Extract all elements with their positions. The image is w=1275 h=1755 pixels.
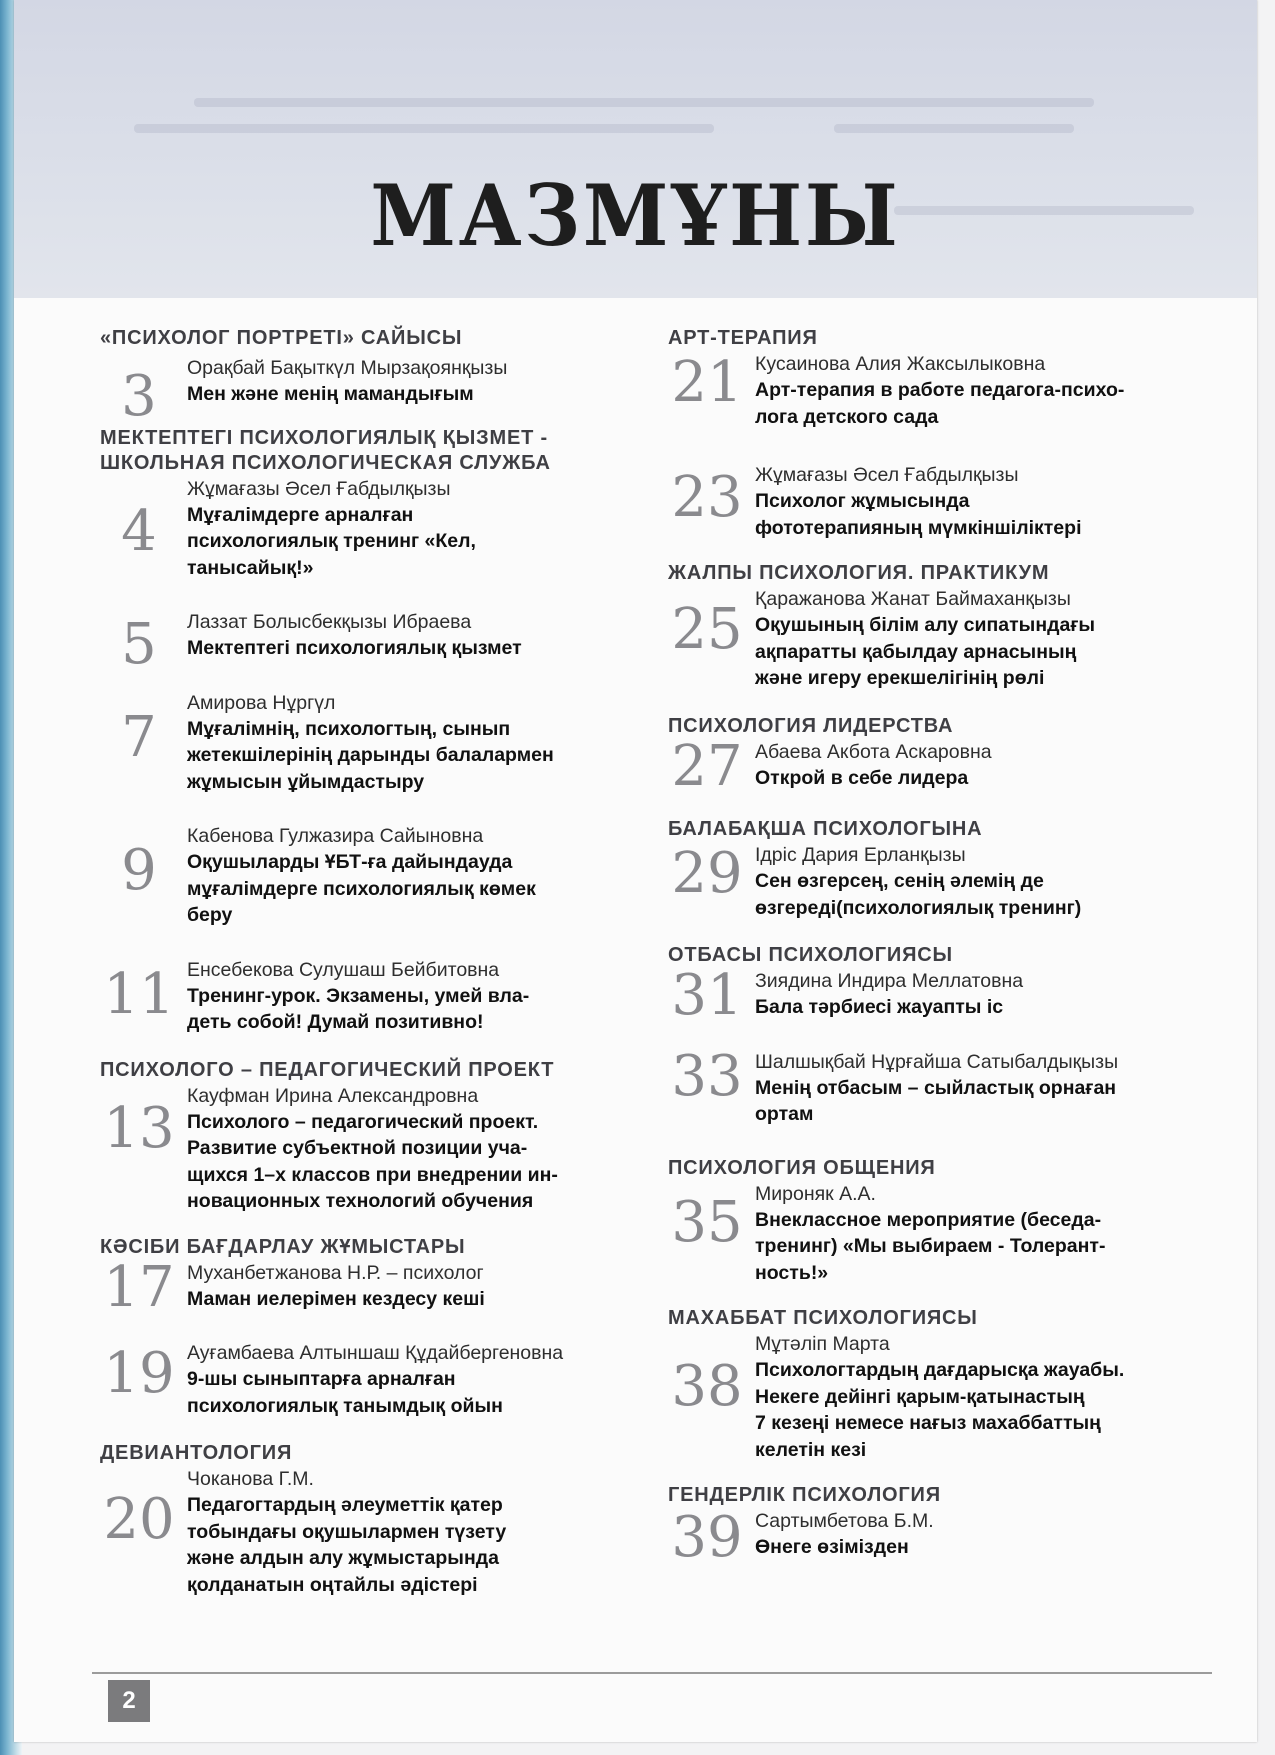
toc-right-column	[668, 326, 1228, 1570]
page-number: 13	[103, 1095, 175, 1161]
toc-entry	[100, 690, 640, 796]
toc-entry	[668, 1505, 1228, 1570]
toc-section	[668, 1306, 1228, 1463]
toc-section	[100, 426, 640, 1036]
toc-entry	[100, 609, 640, 677]
toc-entry	[100, 1340, 640, 1419]
entry-author: Кабенова Гулжазира Сайыновна	[187, 825, 484, 847]
page-number: 3	[121, 364, 157, 429]
entry-author: Енсебекова Сулушаш Бейбитовна	[187, 958, 500, 981]
page-number: 27	[671, 733, 743, 799]
section-heading: ГЕНДЕРЛІК ПСИХОЛОГИЯ	[668, 1484, 941, 1506]
entry-author: Абаева Акбота Аскаровна	[755, 740, 992, 763]
toc-entry	[668, 351, 1228, 430]
section-heading: ПСИХОЛОГИЯ ЛИДЕРСТВА	[668, 714, 954, 737]
toc-section	[100, 1235, 640, 1420]
page-number: 31	[671, 963, 743, 1028]
entry-author: Лаззат Болысбекқызы Ибраева	[187, 611, 472, 633]
section-heading: МАХАББАТ ПСИХОЛОГИЯСЫ	[668, 1307, 978, 1329]
entry-title[interactable]: Бала тәрбиесі жауапты іс	[755, 996, 1004, 1018]
page-number-badge: 2	[108, 1680, 150, 1722]
toc-entry	[668, 842, 1228, 921]
toc-section	[100, 1441, 640, 1598]
section-heading: ПСИХОЛОГО – ПЕДАГОГИЧЕСКИЙ ПРОЕКТ	[100, 1058, 555, 1081]
entry-title[interactable]: Мұғалімдерге арналған психологиялық тренинг «Кел, танысайық!»	[187, 503, 476, 579]
toc-entry	[100, 355, 640, 429]
entry-title[interactable]: 9-шы сыныптарға арналған психологиялық танымдық ойын	[187, 1368, 503, 1417]
section-heading: ЖАЛПЫ ПСИХОЛОГИЯ. ПРАКТИКУМ	[668, 562, 1050, 584]
page-number: 23	[671, 465, 743, 530]
entry-title[interactable]: Внеклассное мероприятие (беседа- тренинг) «Мы выбираем - Толерант- ность!»	[755, 1208, 1106, 1284]
entry-author: Жұмағазы Әсел Ғабдылқызы	[755, 464, 1019, 486]
entry-author: Зиядина Индира Меллатовна	[755, 970, 1024, 992]
page-number: 29	[671, 841, 743, 906]
entry-title[interactable]: Оқушының білім алу сипатындағы ақпаратты қабылдау арнасының және игеру ерекшелігінің рөлі	[755, 614, 1096, 689]
page-number: 35	[671, 1189, 743, 1255]
entry-author: Муханбетжанова Н.Р. – психолог	[187, 1261, 484, 1284]
toc-entry	[668, 586, 1228, 692]
section-heading: БАЛАБАҚША ПСИХОЛОГЫНА	[668, 818, 983, 840]
entry-author: Мұтәліп Марта	[755, 1333, 890, 1355]
toc-entry	[100, 1083, 640, 1215]
entry-title[interactable]: Мектептегі психологиялық қызмет	[187, 637, 522, 659]
toc-section	[668, 1483, 1228, 1570]
page-number: 21	[671, 350, 743, 415]
entry-author: Қаражанова Жанат Баймаханқызы	[755, 588, 1071, 610]
page-number: 19	[103, 1341, 175, 1406]
toc-section	[100, 1058, 640, 1215]
page-number: 5	[121, 612, 157, 677]
entry-author: Жұмағазы Әсел Ғабдылқызы	[187, 477, 451, 500]
page-number: 20	[103, 1487, 175, 1552]
entry-title[interactable]: Маман иелерімен кездесу кеші	[187, 1287, 485, 1310]
section-heading: КӘСІБИ БАҒДАРЛАУ ЖҰМЫСТАРЫ	[100, 1235, 466, 1258]
toc-section	[100, 326, 640, 429]
page-number: 25	[671, 597, 743, 662]
page-number: 33	[671, 1043, 743, 1109]
toc-section	[668, 714, 1228, 799]
entry-author: Ідріс Дария Ерланқызы	[755, 844, 966, 866]
entry-author: Кауфман Ирина Александровна	[187, 1084, 479, 1107]
page-number: 4	[121, 498, 157, 564]
entry-author: Чоканова Г.М.	[187, 1468, 314, 1490]
page-number: 39	[671, 1505, 743, 1570]
toc-entry	[668, 963, 1228, 1028]
toc-section	[668, 561, 1228, 692]
entry-author: Мироняк А.А.	[755, 1182, 876, 1205]
footer-rule	[92, 1672, 1212, 1674]
toc-entry	[100, 1254, 640, 1320]
entry-author: Орақбай Бақыткүл Мырзақоянқызы	[187, 357, 508, 379]
page-number: 7	[121, 704, 157, 770]
section-heading: АРТ-ТЕРАПИЯ	[668, 327, 818, 349]
toc-entry	[100, 1466, 640, 1598]
entry-title[interactable]: Өнеге өзімізден	[755, 1536, 909, 1558]
toc-section	[668, 326, 1228, 541]
section-heading: МЕКТЕПТЕГІ ПСИХОЛОГИЯЛЫҚ ҚЫЗМЕТ - ШКОЛЬНАЯ ПСИХОЛОГИЧЕСКАЯ СЛУЖБА	[100, 426, 551, 474]
section-heading: «ПСИХОЛОГ ПОРТРЕТІ» САЙЫСЫ	[100, 327, 463, 349]
section-heading: ДЕВИАНТОЛОГИЯ	[100, 1442, 293, 1464]
toc-entry	[668, 1331, 1228, 1463]
toc-entry	[100, 957, 640, 1036]
toc-section	[668, 1156, 1228, 1287]
section-heading: ОТБАСЫ ПСИХОЛОГИЯСЫ	[668, 944, 953, 966]
toc-entry	[668, 1181, 1228, 1287]
page-title: МАЗМҰНЫ	[370, 166, 901, 266]
page-number: 11	[103, 961, 175, 1027]
entry-title[interactable]: Педагогтардың әлеуметтік қатер тобындағы оқушылармен түзету және алдын алу жұмыстарында қолданатын оңтайлы әдістері	[187, 1494, 507, 1596]
entry-author: Сартымбетова Б.М.	[755, 1510, 934, 1532]
toc-section	[668, 943, 1228, 1128]
toc-entry	[100, 476, 640, 582]
entry-author: Амирова Нұргүл	[187, 691, 336, 714]
entry-title[interactable]: Арт-терапия в работе педагога-психо- лога детского сада	[755, 379, 1125, 428]
page-number: 17	[103, 1254, 175, 1320]
entry-title[interactable]: Психолого – педагогический проект. Развитие субъектной позиции уча- щихся 1–х классов при внедрении ин- новационных технологий обучения	[187, 1110, 558, 1212]
page-number: 38	[671, 1354, 743, 1419]
entry-title[interactable]: Тренинг-урок. Экзамены, умей вла- деть собой! Думай позитивно!	[187, 984, 530, 1033]
entry-author: Кусаинова Алия Жаксылыковна	[755, 353, 1046, 375]
entry-title[interactable]: Сен өзгерсең, сенің әлемің де өзгереді(психологиялық тренинг)	[755, 870, 1082, 919]
entry-title[interactable]: Открой в себе лидера	[755, 766, 969, 789]
toc-entry	[668, 733, 1228, 799]
entry-title[interactable]: Мен және менің мамандығым	[187, 383, 474, 405]
section-heading: ПСИХОЛОГИЯ ОБЩЕНИЯ	[668, 1156, 936, 1179]
toc-section	[668, 817, 1228, 921]
entry-title[interactable]: Психолог жұмысында фототерапияның мүмкіншіліктері	[755, 490, 1082, 539]
toc-entry	[100, 823, 640, 929]
entry-title[interactable]: Оқушыларды ҰБТ-ға дайындауда мұғалімдерге психологиялық көмек беру	[187, 851, 536, 926]
toc-entry	[668, 1043, 1228, 1128]
entry-title[interactable]: Мұғалімнің, психологтың, сынып жетекшілерінің дарынды балалармен жұмысын ұйымдастыру	[187, 717, 554, 793]
page-number: 9	[121, 838, 157, 903]
entry-title[interactable]: Психологтардың дағдарысқа жауабы. Некеге дейінгі қарым-қатынастың 7 кезеңі немесе нағыз махаббаттың келетін кезі	[755, 1359, 1125, 1461]
entry-author: Ауғамбаева Алтыншаш Құдайбергеновна	[187, 1342, 564, 1364]
entry-author: Шалшықбай Нұрғайша Сатыбалдықызы	[755, 1050, 1119, 1073]
toc-left-column	[100, 326, 640, 1598]
entry-title[interactable]: Менің отбасым – сыйластық орнаған ортам	[755, 1076, 1117, 1125]
toc-entry	[668, 462, 1228, 541]
